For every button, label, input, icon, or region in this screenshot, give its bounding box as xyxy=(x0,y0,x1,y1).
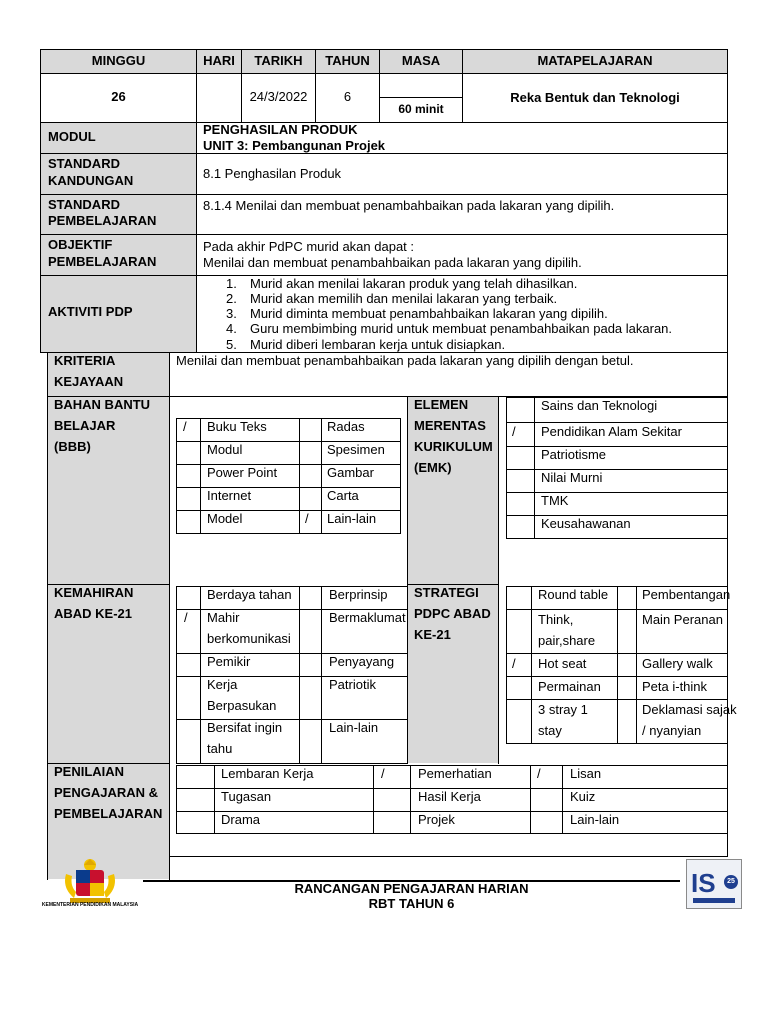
bbb-label-3: (BBB) xyxy=(54,439,91,454)
tarikh-value: 24/3/2022 xyxy=(249,89,308,104)
aktiviti-num: 3. xyxy=(226,306,237,321)
sk-label-1: STANDARD xyxy=(48,156,120,171)
matapelajaran-label: MATAPELAJARAN xyxy=(537,53,653,68)
kpm-crest-logo xyxy=(40,856,140,912)
obj-line2: Menilai dan membuat penambahbaikan pada lakaran yang dipilih. xyxy=(203,255,582,270)
sk-value: 8.1 Penghasilan Produk xyxy=(203,166,342,181)
program-logo-number: 25 xyxy=(727,878,735,885)
aktiviti-num: 4. xyxy=(226,321,237,336)
footer-title-1: RANCANGAN PENGAJARAN HARIAN xyxy=(294,881,529,896)
bbb-mark: / xyxy=(305,511,309,526)
strategi-label-3: KE-21 xyxy=(414,627,451,642)
sk-label-2: KANDUNGAN xyxy=(48,173,134,188)
strategi-item: Round table xyxy=(538,587,609,602)
abad-item: Penyayang xyxy=(329,654,395,669)
matapelajaran-value: Reka Bentuk dan Teknologi xyxy=(510,90,680,105)
masa-value: 60 minit xyxy=(398,102,444,116)
strategi-mark: / xyxy=(512,656,516,671)
bbb-item: Modul xyxy=(207,442,243,457)
penilaian-item: Lembaran Kerja xyxy=(221,766,314,781)
strategi-item: Main Peranan xyxy=(642,612,723,627)
sp-value: 8.1.4 Menilai dan membuat penambahbaikan pada lakaran yang dipilih. xyxy=(203,198,615,213)
aktiviti-num: 1. xyxy=(226,276,237,291)
emk-item: Nilai Murni xyxy=(541,470,603,485)
aktiviti-item: Guru membimbing murid untuk membuat penambahbaikan pada lakaran. xyxy=(250,321,673,336)
kriteria-value: Menilai dan membuat penambahbaikan pada lakaran yang dipilih dengan betul. xyxy=(176,353,634,368)
bbb-label-1: BAHAN BANTU xyxy=(54,397,151,412)
bbb-label-2: BELAJAR xyxy=(54,418,116,433)
kriteria-label-1: KRITERIA xyxy=(54,353,116,368)
bbb-item: Power Point xyxy=(207,465,278,480)
penilaian-item: Lain-lain xyxy=(570,812,620,827)
modul-label: MODUL xyxy=(48,129,96,144)
aktiviti-item: Murid akan memilih dan menilai lakaran yang terbaik. xyxy=(250,291,558,306)
abad-item: Pemikir xyxy=(207,654,251,669)
penilaian-item: Hasil Kerja xyxy=(418,789,481,804)
obj-label-2: PEMBELAJARAN xyxy=(48,254,157,269)
aktiviti-item: Murid akan menilai lakaran produk yang telah dihasilkan. xyxy=(250,276,578,291)
strategi-item: Deklamasi sajak xyxy=(642,702,737,717)
sp-label-1: STANDARD xyxy=(48,197,120,212)
tarikh-label: TARIKH xyxy=(254,53,303,68)
penilaian-label-1: PENILAIAN xyxy=(54,764,125,779)
emk-item: Pendidikan Alam Sekitar xyxy=(541,424,682,439)
abad-item: Berdaya tahan xyxy=(207,587,292,602)
strategi-label-1: STRATEGI xyxy=(414,585,479,600)
strategi-item: Pembentangan xyxy=(642,587,731,602)
abad-label-1: KEMAHIRAN xyxy=(54,585,134,600)
bbb-item: Lain-lain xyxy=(327,511,377,526)
penilaian-mark: / xyxy=(537,766,541,781)
penilaian-item: Drama xyxy=(221,812,261,827)
strategi-label-2: PDPC ABAD xyxy=(414,606,491,621)
bbb-item: Spesimen xyxy=(327,442,385,457)
emk-item: Patriotisme xyxy=(541,447,607,462)
bbb-item: Gambar xyxy=(327,465,374,480)
strategi-item: stay xyxy=(538,723,562,738)
penilaian-item: Projek xyxy=(418,812,455,827)
abad-item: Lain-lain xyxy=(329,720,379,735)
abad-item: berkomunikasi xyxy=(207,631,291,646)
bbb-item: Carta xyxy=(327,488,359,503)
strategi-item: 3 stray 1 xyxy=(538,702,588,717)
aktiviti-num: 5. xyxy=(226,337,237,352)
aktiviti-label: AKTIVITI PDP xyxy=(48,304,133,319)
bbb-item: Internet xyxy=(207,488,252,503)
strategi-item: Think, xyxy=(538,612,574,627)
abad-item: Mahir xyxy=(207,610,240,625)
tahun-label: TAHUN xyxy=(325,53,370,68)
bbb-item: Buku Teks xyxy=(207,419,267,434)
penilaian-label-3: PEMBELAJARAN xyxy=(54,806,163,821)
penilaian-mark: / xyxy=(381,766,385,781)
abad-item: Bermaklumat xyxy=(329,610,406,625)
emk-label-2: MERENTAS xyxy=(414,418,486,433)
emk-mark: / xyxy=(512,424,516,439)
penilaian-item: Kuiz xyxy=(570,789,596,804)
emk-label-3: KURIKULUM xyxy=(414,439,493,454)
bbb-item: Radas xyxy=(327,419,365,434)
strategi-item: pair,share xyxy=(538,633,596,648)
program-logo xyxy=(686,859,742,909)
sp-label-2: PEMBELAJARAN xyxy=(48,213,157,228)
aktiviti-item: Murid diminta membuat penambahbaikan lakaran yang dipilih. xyxy=(250,306,608,321)
strategi-item: / nyanyian xyxy=(642,723,702,738)
bbb-item: Model xyxy=(207,511,243,526)
minggu-label: MINGGU xyxy=(91,53,146,68)
penilaian-item: Pemerhatian xyxy=(418,766,492,781)
abad-item: tahu xyxy=(207,741,233,756)
aktiviti-item: Murid diberi lembaran kerja untuk disiapkan. xyxy=(250,337,506,352)
penilaian-item: Lisan xyxy=(570,766,602,781)
kriteria-label-2: KEJAYAAN xyxy=(54,374,124,389)
abad-item: Bersifat ingin xyxy=(207,720,283,735)
footer-title-2: RBT TAHUN 6 xyxy=(368,896,455,911)
bbb-mark: / xyxy=(183,419,187,434)
emk-label-4: (EMK) xyxy=(414,460,452,475)
strategi-item: Peta i-think xyxy=(642,679,708,694)
strategi-item: Gallery walk xyxy=(642,656,713,671)
abad-item: Patriotik xyxy=(329,677,376,692)
obj-line1: Pada akhir PdPC murid akan dapat : xyxy=(203,239,415,254)
modul-line1: PENGHASILAN PRODUK xyxy=(203,122,358,137)
abad-label-2: ABAD KE-21 xyxy=(54,606,133,621)
abad-item: Berprinsip xyxy=(329,587,388,602)
svg-text:IS: IS xyxy=(691,868,716,898)
aktiviti-num: 2. xyxy=(226,291,237,306)
tahun-value: 6 xyxy=(343,89,352,104)
emk-item: Sains dan Teknologi xyxy=(541,398,658,413)
minggu-value: 26 xyxy=(111,89,126,104)
strategi-item: Hot seat xyxy=(538,656,587,671)
penilaian-label-2: PENGAJARAN & xyxy=(54,785,159,800)
abad-item: Kerja xyxy=(207,677,238,692)
strategi-item: Permainan xyxy=(538,679,601,694)
modul-line2: UNIT 3: Pembangunan Projek xyxy=(203,138,386,153)
hari-label: HARI xyxy=(203,53,235,68)
kpm-caption: KEMENTERIAN PENDIDIKAN MALAYSIA xyxy=(41,902,139,908)
emk-item: TMK xyxy=(541,493,569,508)
emk-item: Keusahawanan xyxy=(541,516,631,531)
abad-mark: / xyxy=(184,610,188,625)
emk-label-1: ELEMEN xyxy=(414,397,469,412)
obj-label-1: OBJEKTIF xyxy=(48,237,113,252)
masa-label: MASA xyxy=(401,53,441,68)
penilaian-item: Tugasan xyxy=(221,789,272,804)
abad-item: Berpasukan xyxy=(207,698,277,713)
